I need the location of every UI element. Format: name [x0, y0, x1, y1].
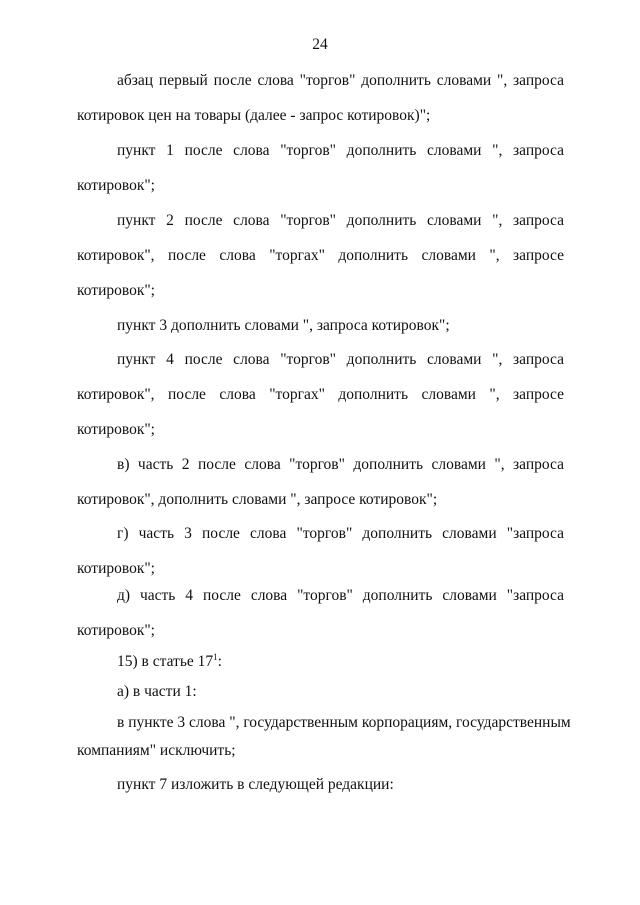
colon: : — [217, 653, 222, 670]
text-line — [117, 652, 564, 672]
text-line: компаниям" исключить; — [77, 742, 236, 759]
page-number: 24 — [312, 36, 328, 53]
text-line: котировок"; — [77, 421, 155, 438]
text-line: пункт 3 дополнить словами ", запроса котировок"; — [117, 317, 450, 334]
text-line: пункт 7 изложить в следующей редакции: — [117, 776, 394, 793]
text-line: котировок"; — [77, 282, 155, 299]
text-line: котировок цен на товары (далее - запрос котировок)"; — [77, 107, 431, 124]
text-line: д) часть 4 после слова "торгов" дополнить словами "запроса — [117, 587, 564, 604]
text-line: в) часть 2 после слова "торгов" дополнить словами ", запроса — [117, 456, 564, 473]
text-line: пункт 4 после слова "торгов" дополнить словами ", запроса — [117, 351, 564, 368]
text-line: г) часть 3 после слова "торгов" дополнить словами "запроса — [117, 525, 564, 542]
text-line: котировок", после слова "торгах" дополнить словами ", запросе — [77, 386, 564, 403]
text-line: котировок"; — [77, 560, 155, 577]
article-ref: 15) в статье 17 — [117, 653, 214, 670]
text-line: а) в части 1: — [117, 683, 197, 700]
text-line: котировок"; — [77, 177, 155, 194]
text-line: пункт 1 после слова "торгов" дополнить словами ", запроса — [117, 142, 564, 159]
text-line: котировок", после слова "торгах" дополнить словами ", запросе — [77, 247, 564, 264]
text-line: котировок", дополнить словами ", запросе котировок"; — [77, 491, 438, 508]
text-line: котировок"; — [77, 622, 155, 639]
text-line: абзац первый после слова "торгов" дополнить словами ", запроса — [117, 72, 564, 89]
text-line: в пункте 3 слова ", государственным корпорациям, государственным — [117, 714, 571, 731]
superscript: 1 — [213, 652, 218, 662]
text-line: пункт 2 после слова "торгов" дополнить словами ", запроса — [117, 212, 564, 229]
